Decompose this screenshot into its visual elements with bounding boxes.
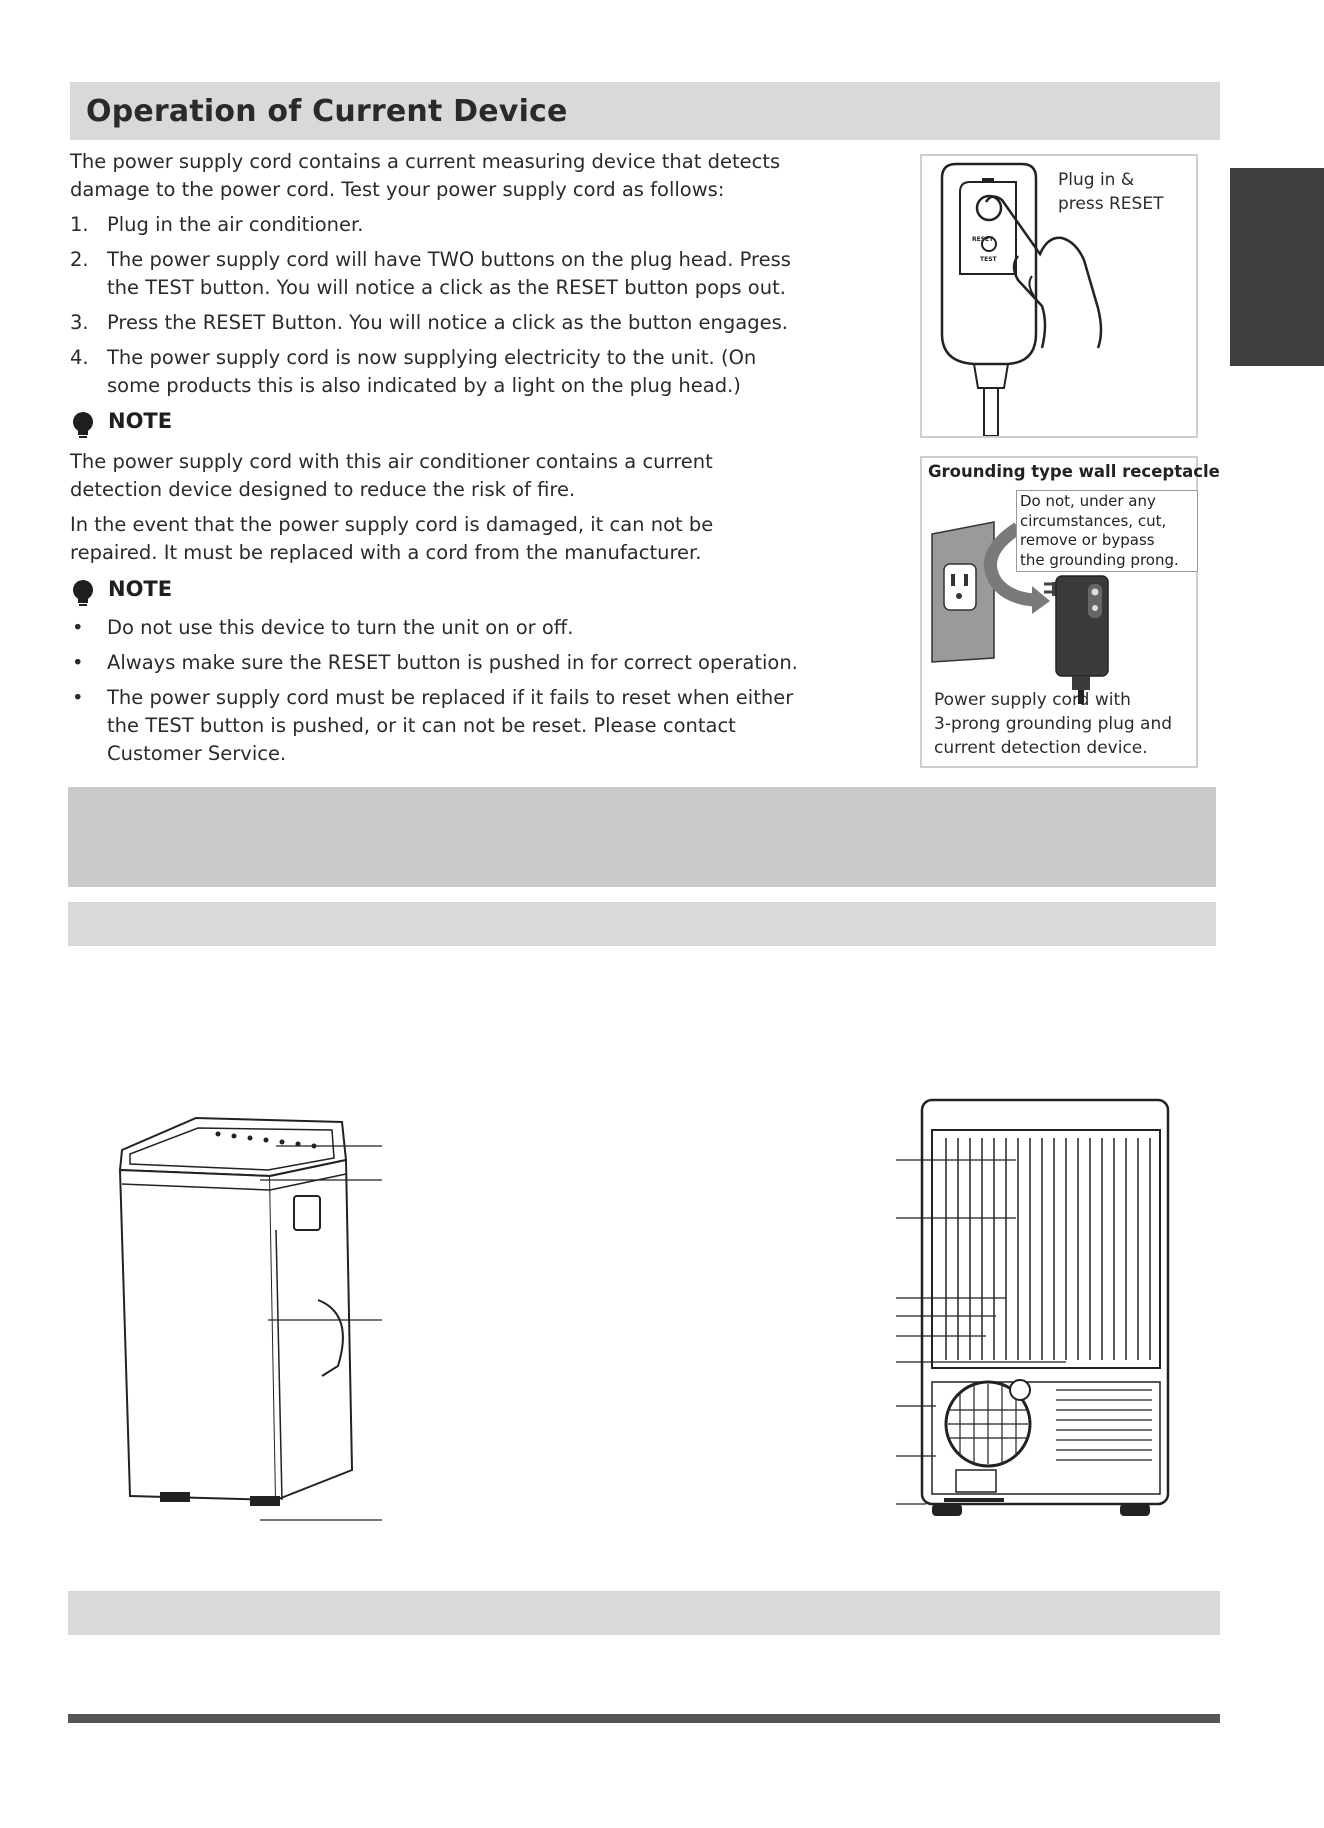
list-item — [70, 614, 850, 642]
bullet-text: Always make sure the RESET button is pushed in for correct operation. — [107, 651, 798, 674]
caption-line: Power supply cord with — [934, 690, 1131, 710]
note-label: NOTE — [108, 409, 173, 433]
note-line: repaired. It must be replaced with a cord from the manufacturer. — [70, 541, 702, 564]
note-bullets-list — [70, 614, 850, 775]
warning-line: the grounding prong. — [1020, 550, 1179, 569]
bullet-symbol: • — [72, 686, 84, 709]
caption-line: 3-prong grounding plug and — [934, 714, 1173, 734]
step-text: The power supply cord will have TWO buttons on the plug head. Press — [107, 248, 791, 271]
step-text: Press the RESET Button. You will notice a click as the button engages. — [107, 311, 788, 334]
note-line: The power supply cord with this air conditioner contains a current — [70, 450, 713, 473]
bullet-symbol: • — [72, 616, 84, 639]
caption-line: current detection device. — [934, 738, 1148, 758]
note-line: In the event that the power supply cord is damaged, it can not be — [70, 513, 714, 536]
note-heading — [70, 409, 270, 439]
lightbulb-icon — [70, 411, 96, 439]
unit-front-illustration — [100, 1100, 400, 1540]
grounding-receptacle-figure — [920, 456, 1220, 768]
caption-line: Plug in & — [1058, 170, 1135, 190]
bullet-text: The power supply cord must be replaced if it fails to reset when either — [107, 686, 794, 709]
step-text: some products this is also indicated by a light on the plug head.) — [107, 374, 741, 397]
bullet-text: the TEST button is pushed, or it can not be reset. Please contact — [107, 714, 736, 737]
test-label: TEST — [980, 256, 997, 263]
note-label: NOTE — [108, 577, 173, 601]
step-number: 3. — [70, 311, 89, 334]
section-title-bar — [70, 82, 1220, 140]
warning-line: remove or bypass — [1020, 531, 1155, 549]
side-chapter-tab — [1230, 168, 1324, 366]
receptacle-title: Grounding type wall receptacle — [928, 462, 1220, 481]
list-item — [70, 684, 850, 768]
footer-rule — [68, 1714, 1220, 1723]
section-title: Operation of Current Device — [86, 94, 568, 129]
list-item — [70, 344, 850, 400]
caption-line: press RESET — [1058, 194, 1164, 214]
section-band — [68, 1591, 1220, 1635]
intro-paragraph — [70, 148, 850, 204]
test-steps-list — [70, 211, 850, 407]
section-band — [68, 787, 1216, 887]
intro-line: The power supply cord contains a current measuring device that detects — [70, 150, 781, 173]
step-number: 1. — [70, 213, 89, 236]
list-item — [70, 246, 850, 302]
receptacle-caption — [934, 688, 1192, 760]
list-item — [70, 211, 850, 239]
step-number: 2. — [70, 248, 89, 271]
list-item — [70, 649, 850, 677]
note-paragraph — [70, 448, 850, 504]
plug-caption — [1058, 168, 1192, 216]
note-line: detection device designed to reduce the risk of fire. — [70, 478, 576, 501]
plug-reset-figure — [920, 154, 1198, 438]
bullet-text: Customer Service. — [107, 742, 287, 765]
unit-rear-illustration — [896, 1094, 1180, 1524]
lightbulb-icon — [70, 579, 96, 607]
intro-line: damage to the power cord. Test your power supply cord as follows: — [70, 178, 725, 201]
step-text: Plug in the air conditioner. — [107, 213, 364, 236]
step-text: the TEST button. You will notice a click as the RESET button pops out. — [107, 276, 786, 299]
warning-line: Do not, under any — [1020, 492, 1156, 510]
reset-label: RESET — [972, 236, 994, 243]
bullet-text: Do not use this device to turn the unit on or off. — [107, 616, 574, 639]
bullet-symbol: • — [72, 651, 84, 674]
step-text: The power supply cord is now supplying electricity to the unit. (On — [107, 346, 757, 369]
grounding-warning-box — [1016, 490, 1198, 572]
warning-line: circumstances, cut, — [1020, 511, 1167, 530]
note-paragraph — [70, 511, 850, 567]
step-number: 4. — [70, 346, 89, 369]
note-heading — [70, 577, 270, 607]
section-band — [68, 902, 1216, 946]
list-item — [70, 309, 850, 337]
